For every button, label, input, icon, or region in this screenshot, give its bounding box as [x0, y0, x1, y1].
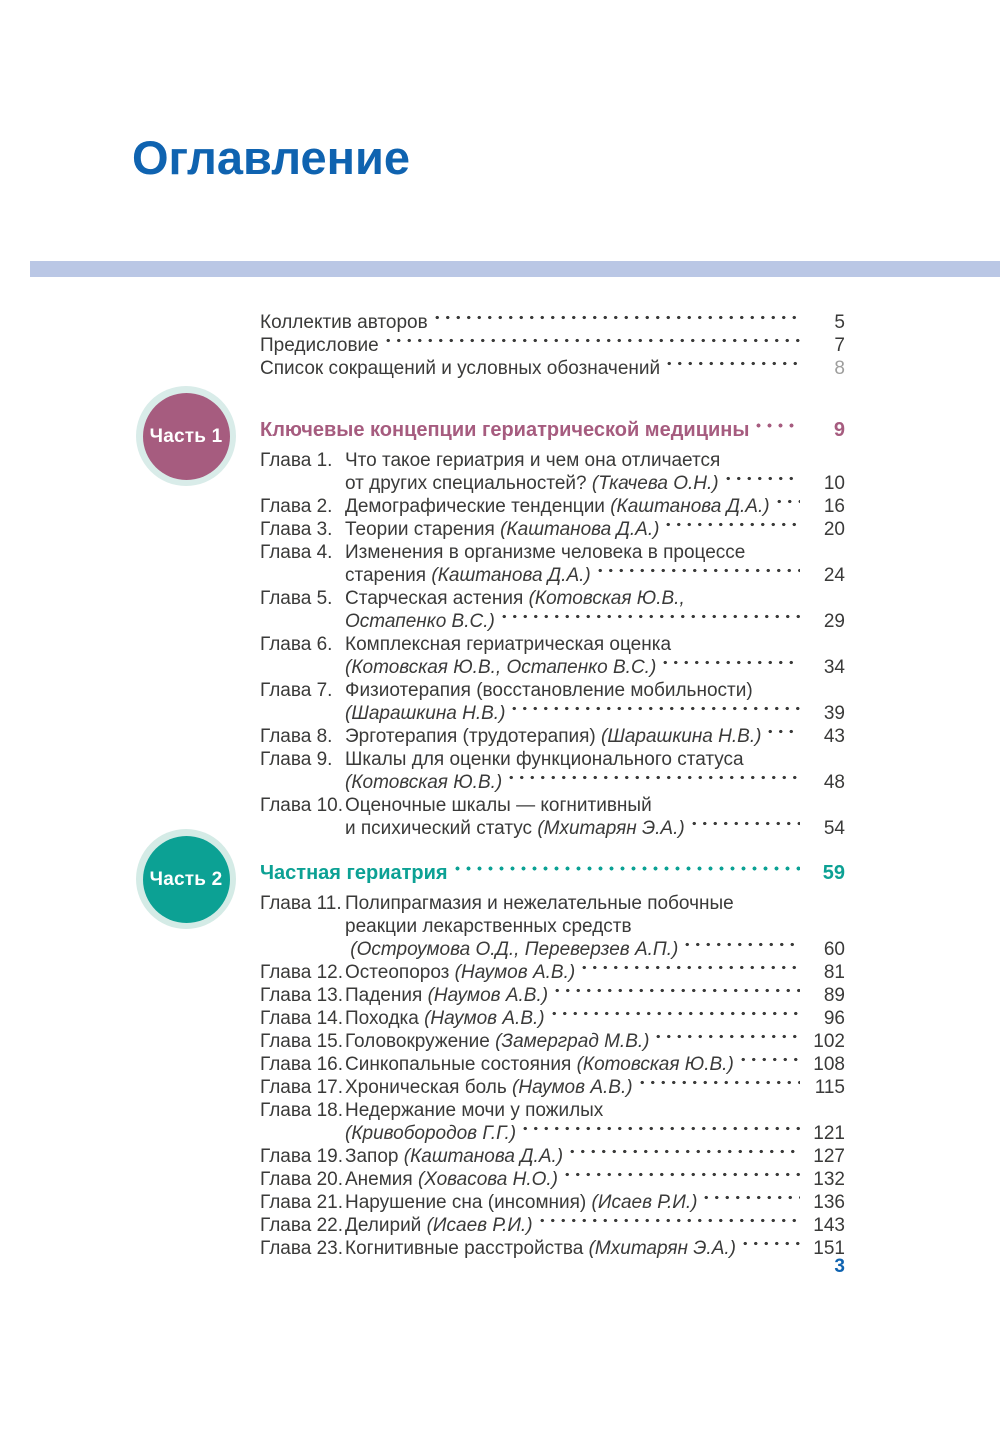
chapter-title-line [345, 495, 845, 518]
entry-text: реакции лекарственных средств [345, 916, 632, 937]
entry-text: Нарушение сна (инсомния) [345, 1192, 592, 1213]
toc-chapter-entry [260, 748, 845, 794]
chapter-title-line [345, 541, 845, 564]
chapter-title-line [345, 610, 845, 633]
page-number: 136 [813, 1192, 845, 1213]
chapter-title-line [345, 518, 845, 541]
toc-chapter-entry [260, 518, 845, 541]
chapter-title-line [345, 915, 845, 938]
chapter-title-text [345, 1122, 516, 1145]
page-number: 24 [823, 565, 845, 586]
entry-label [260, 334, 379, 357]
part-section [149, 862, 845, 1260]
chapter-number-label: Глава 17. [260, 1077, 344, 1098]
chapter-title-line [345, 1214, 845, 1237]
toc-chapter-entry [260, 725, 845, 748]
entry-text: Головокружение [345, 1031, 496, 1052]
chapter-title-line [345, 1122, 845, 1145]
page-number: 9 [833, 419, 845, 441]
dot-leader [765, 725, 800, 748]
parts-list [149, 419, 845, 1260]
dot-leader [595, 564, 800, 587]
page-number: 89 [823, 985, 845, 1006]
author-italic-text: (Замерград М.В.) [495, 1031, 650, 1052]
chapter-title-line [345, 1007, 845, 1030]
author-italic-text: (Наумов А.В.) [427, 985, 549, 1006]
chapter-title-line [345, 702, 845, 725]
chapter-list [260, 892, 845, 1260]
chapter-title-line [345, 1030, 845, 1053]
entry-text: Коллектив авторов [260, 312, 428, 333]
chapter-title-block [345, 1191, 845, 1214]
chapter-number-label: Глава 1. [260, 450, 333, 471]
dot-leader [452, 862, 800, 885]
entry-text: Полипрагмазия и нежелательные побочные [345, 893, 734, 914]
entry-text: Походка [345, 1008, 425, 1029]
chapter-title-line [345, 938, 845, 961]
dot-leader [660, 656, 800, 679]
chapter-title-line [345, 817, 845, 840]
author-italic-text: (Шарашкина Н.В.) [601, 726, 762, 747]
dot-leader [723, 472, 800, 495]
chapter-title-block [345, 1099, 845, 1145]
dot-leader [562, 1168, 800, 1191]
entry-text: Список сокращений и условных обозначений [260, 358, 661, 379]
chapter-title-block [345, 1053, 845, 1076]
chapter-title-block [345, 449, 845, 495]
page-number: 34 [823, 657, 845, 678]
author-italic-text: (Котовская Ю.В.) [576, 1054, 734, 1075]
chapter-title-block [345, 748, 845, 794]
chapter-title-text [345, 610, 495, 633]
toc-chapter-entry [260, 679, 845, 725]
toc-chapter-entry [260, 633, 845, 679]
page-title: Оглавление [132, 131, 411, 185]
page-number: 48 [823, 772, 845, 793]
page-number: 59 [822, 862, 845, 884]
chapter-title-text [345, 1007, 545, 1030]
dot-leader [509, 702, 800, 725]
chapter-title-line [345, 1145, 845, 1168]
dot-leader [663, 518, 800, 541]
part-badge-circle [143, 393, 230, 480]
author-italic-text: (Котовская Ю.В., [528, 588, 685, 609]
toc-chapter-entry [260, 1145, 845, 1168]
dot-leader [579, 961, 800, 984]
chapter-list [260, 449, 845, 840]
dot-leader [774, 495, 800, 518]
chapter-number-label: Глава 22. [260, 1215, 344, 1236]
chapter-number-label: Глава 23. [260, 1238, 344, 1259]
entry-label [260, 357, 660, 380]
chapter-number-label: Глава 16. [260, 1054, 344, 1075]
chapter-number-label: Глава 10. [260, 795, 344, 816]
page-number: 132 [813, 1169, 845, 1190]
chapter-title-text [345, 1030, 649, 1053]
chapter-title-line [345, 725, 845, 748]
chapter-title-text [345, 495, 770, 518]
entry-label [260, 311, 428, 334]
chapter-title-text [345, 984, 548, 1007]
page-number: 7 [834, 335, 845, 356]
dot-leader [499, 610, 800, 633]
chapter-title-block [345, 541, 845, 587]
author-italic-text: (Мхитарян Э.А.) [588, 1238, 736, 1259]
page-number: 121 [813, 1123, 845, 1144]
chapter-title-text [345, 771, 502, 794]
page-number: 43 [823, 726, 845, 747]
chapter-title-block [345, 794, 845, 840]
chapter-title-text [345, 1214, 533, 1237]
chapter-title-text [345, 702, 505, 725]
chapter-title-text [345, 938, 678, 961]
entry-text: от других специальностей? [345, 473, 592, 494]
part-heading-title: Частная гериатрия [260, 862, 448, 884]
chapter-number-label: Глава 13. [260, 985, 344, 1006]
page-number: 151 [813, 1238, 845, 1259]
part-section [149, 419, 845, 840]
part-heading-row [260, 862, 845, 885]
chapter-number-label: Глава 7. [260, 680, 333, 701]
author-italic-text: (Ховасова Н.О.) [417, 1169, 558, 1190]
author-italic-text: (Шарашкина Н.В.) [345, 703, 506, 724]
toc-entry-front-matter [260, 311, 845, 334]
author-italic-text: (Каштанова Д.А.) [403, 1146, 564, 1167]
chapter-number-label: Глава 12. [260, 962, 344, 983]
entry-text: Эрготерапия (трудотерапия) [345, 726, 602, 747]
entry-text: Предисловие [260, 335, 379, 356]
chapter-number-label: Глава 21. [260, 1192, 344, 1213]
toc-chapter-entry [260, 449, 845, 495]
chapter-title-line [345, 656, 845, 679]
entry-text: Теории старения [345, 519, 501, 540]
author-italic-text: (Остроумова О.Д., Переверзев А.П.) [350, 939, 679, 960]
dot-leader [549, 1007, 800, 1030]
folio-page-number: 3 [834, 1256, 845, 1277]
page-number: 102 [813, 1031, 845, 1052]
toc-chapter-entry [260, 794, 845, 840]
page-number: 20 [823, 519, 845, 540]
chapter-title-text [345, 564, 591, 587]
page-number: 143 [813, 1215, 845, 1236]
page-number: 16 [823, 496, 845, 517]
chapter-title-text [345, 472, 719, 495]
chapter-title-line [345, 449, 845, 472]
author-italic-text: (Исаев Р.И.) [426, 1215, 533, 1236]
entry-text: Шкалы для оценки функционального статуса [345, 749, 744, 770]
chapter-title-line [345, 472, 845, 495]
chapter-title-line [345, 1191, 845, 1214]
toc-chapter-entry [260, 1053, 845, 1076]
entry-text: Падения [345, 985, 428, 1006]
chapter-title-line [345, 1099, 845, 1122]
chapter-title-block [345, 725, 845, 748]
author-italic-text: (Исаев Р.И.) [591, 1192, 698, 1213]
chapter-title-line [345, 892, 845, 915]
entry-text: Демографические тенденции [345, 496, 611, 517]
author-italic-text: (Наумов А.В.) [424, 1008, 545, 1029]
entry-text: и психический статус [345, 818, 538, 839]
toc-entry-front-matter [260, 334, 845, 357]
author-italic-text: (Котовская Ю.В.) [345, 772, 503, 793]
chapter-title-block [345, 984, 845, 1007]
entry-text: Анемия [345, 1169, 418, 1190]
part-badge [136, 829, 236, 929]
page-number: 108 [813, 1054, 845, 1075]
part-heading-title: Ключевые концепции гериатрической медицины [260, 419, 750, 441]
author-italic-text: (Ткачева О.Н.) [591, 473, 719, 494]
chapter-title-text [345, 656, 656, 679]
dot-leader [432, 311, 800, 334]
toc-chapter-entry [260, 1214, 845, 1237]
chapter-title-line [345, 771, 845, 794]
author-italic-text: (Наумов А.В.) [512, 1077, 633, 1098]
dot-leader [664, 357, 800, 380]
chapter-title-block [345, 1145, 845, 1168]
entry-text: Старческая астения [345, 588, 529, 609]
dot-leader [552, 984, 800, 1007]
entry-text: Запор [345, 1146, 404, 1167]
dot-leader [520, 1122, 800, 1145]
chapter-title-text [345, 1076, 633, 1099]
entry-text: Синкопальные состояния [345, 1054, 577, 1075]
chapter-title-line [345, 1053, 845, 1076]
page-number: 96 [823, 1008, 845, 1029]
chapter-title-text [345, 1191, 697, 1214]
chapter-title-block [345, 633, 845, 679]
chapter-title-text [345, 725, 761, 748]
entry-text: Что такое гериатрия и чем она отличается [345, 450, 721, 471]
page-number: 10 [823, 473, 845, 494]
decorative-band [30, 261, 1000, 277]
chapter-title-block [345, 679, 845, 725]
author-italic-text: (Мхитарян Э.А.) [537, 818, 685, 839]
chapter-number-label: Глава 19. [260, 1146, 344, 1167]
page-number: 127 [813, 1146, 845, 1167]
chapter-title-text [345, 1145, 563, 1168]
part-badge-circle [143, 836, 230, 923]
chapter-title-text [345, 1053, 734, 1076]
chapter-number-label: Глава 8. [260, 726, 333, 747]
toc-chapter-entry [260, 541, 845, 587]
author-italic-text: (Каштанова Д.А.) [500, 519, 660, 540]
chapter-title-text [345, 961, 575, 984]
author-italic-text: (Кривобородов Г.Г.) [345, 1123, 517, 1144]
chapter-title-block [345, 1214, 845, 1237]
dot-leader [637, 1076, 800, 1099]
part-badge-label: Часть 2 [149, 868, 223, 890]
chapter-title-block [345, 495, 845, 518]
chapter-title-line [345, 564, 845, 587]
dot-leader [506, 771, 800, 794]
toc-entry-front-matter [260, 357, 845, 380]
toc-chapter-entry [260, 1030, 845, 1053]
chapter-number-label: Глава 4. [260, 542, 333, 563]
chapter-title-block [345, 1030, 845, 1053]
page-number: 60 [823, 939, 845, 960]
chapter-title-line [345, 961, 845, 984]
entry-text: Недержание мочи у пожилых [345, 1100, 604, 1121]
entry-text: Делирий [345, 1215, 427, 1236]
chapter-title-line [345, 1076, 845, 1099]
entry-text: Изменения в организме человека в процессе [345, 542, 746, 563]
author-italic-text: (Каштанова Д.А.) [431, 565, 591, 586]
entry-text: Комплексная гериатрическая оценка [345, 634, 672, 655]
chapter-number-label: Глава 9. [260, 749, 333, 770]
toc-chapter-entry [260, 1099, 845, 1145]
author-italic-text: (Каштанова Д.А.) [610, 496, 770, 517]
chapter-number-label: Глава 11. [260, 893, 342, 914]
toc-chapter-entry [260, 495, 845, 518]
chapter-title-text [345, 817, 685, 840]
chapter-title-block [345, 1007, 845, 1030]
entry-text: Физиотерапия (восстановление мобильности) [345, 680, 753, 701]
page-number: 39 [823, 703, 845, 724]
entry-text: Оценочные шкалы — когнитивный [345, 795, 652, 816]
toc-chapter-entry [260, 587, 845, 633]
chapter-title-line [345, 679, 845, 702]
chapter-title-block [345, 1168, 845, 1191]
toc-chapter-entry [260, 1168, 845, 1191]
dot-leader [653, 1030, 800, 1053]
chapter-number-label: Глава 3. [260, 519, 333, 540]
chapter-title-line [345, 1168, 845, 1191]
part-badge [136, 386, 236, 486]
dot-leader [567, 1145, 800, 1168]
chapter-number-label: Глава 2. [260, 496, 333, 517]
dot-leader [701, 1191, 800, 1214]
toc-chapter-entry [260, 984, 845, 1007]
dot-leader [753, 419, 800, 442]
chapter-title-line [345, 794, 845, 817]
toc-chapter-entry [260, 1076, 845, 1099]
chapter-number-label: Глава 5. [260, 588, 333, 609]
chapter-title-block [345, 587, 845, 633]
toc-chapter-entry [260, 892, 845, 961]
chapter-title-line [345, 748, 845, 771]
chapter-number-label: Глава 18. [260, 1100, 344, 1121]
chapter-title-block [345, 518, 845, 541]
author-italic-text: Остапенко В.С.) [345, 611, 495, 632]
author-italic-text: (Наумов А.В.) [454, 962, 576, 983]
entry-text: Хроническая боль [345, 1077, 513, 1098]
chapter-title-text [345, 1168, 558, 1191]
chapter-number-label: Глава 15. [260, 1031, 344, 1052]
toc-chapter-entry [260, 961, 845, 984]
chapter-title-line [345, 633, 845, 656]
chapter-title-block [345, 961, 845, 984]
entry-text: Остеопороз [345, 962, 455, 983]
page-number: 115 [814, 1077, 845, 1098]
part-badge-label: Часть 1 [149, 425, 223, 447]
entry-text: Когнитивные расстройства [345, 1238, 589, 1259]
chapter-title-line [345, 984, 845, 1007]
page-number: 8 [834, 358, 845, 379]
dot-leader [738, 1053, 800, 1076]
chapter-number-label: Глава 6. [260, 634, 333, 655]
toc-chapter-entry [260, 1007, 845, 1030]
author-italic-text: (Котовская Ю.В., Остапенко В.С.) [345, 657, 657, 678]
page-number: 5 [834, 312, 845, 333]
toc-content [149, 311, 845, 1260]
chapter-number-label: Глава 20. [260, 1169, 344, 1190]
chapter-title-block [345, 1076, 845, 1099]
part-heading-row [260, 419, 845, 442]
page-number: 81 [823, 962, 845, 983]
front-matter-list [260, 311, 845, 380]
dot-leader [383, 334, 800, 357]
chapter-title-block [345, 892, 845, 961]
entry-text: старения [345, 565, 432, 586]
page-number: 29 [823, 611, 845, 632]
dot-leader [682, 938, 800, 961]
toc-chapter-entry [260, 1191, 845, 1214]
dot-leader [537, 1214, 800, 1237]
dot-leader [689, 817, 800, 840]
chapter-title-text [345, 518, 659, 541]
page-number: 54 [823, 818, 845, 839]
chapter-number-label: Глава 14. [260, 1008, 344, 1029]
chapter-title-line [345, 587, 845, 610]
